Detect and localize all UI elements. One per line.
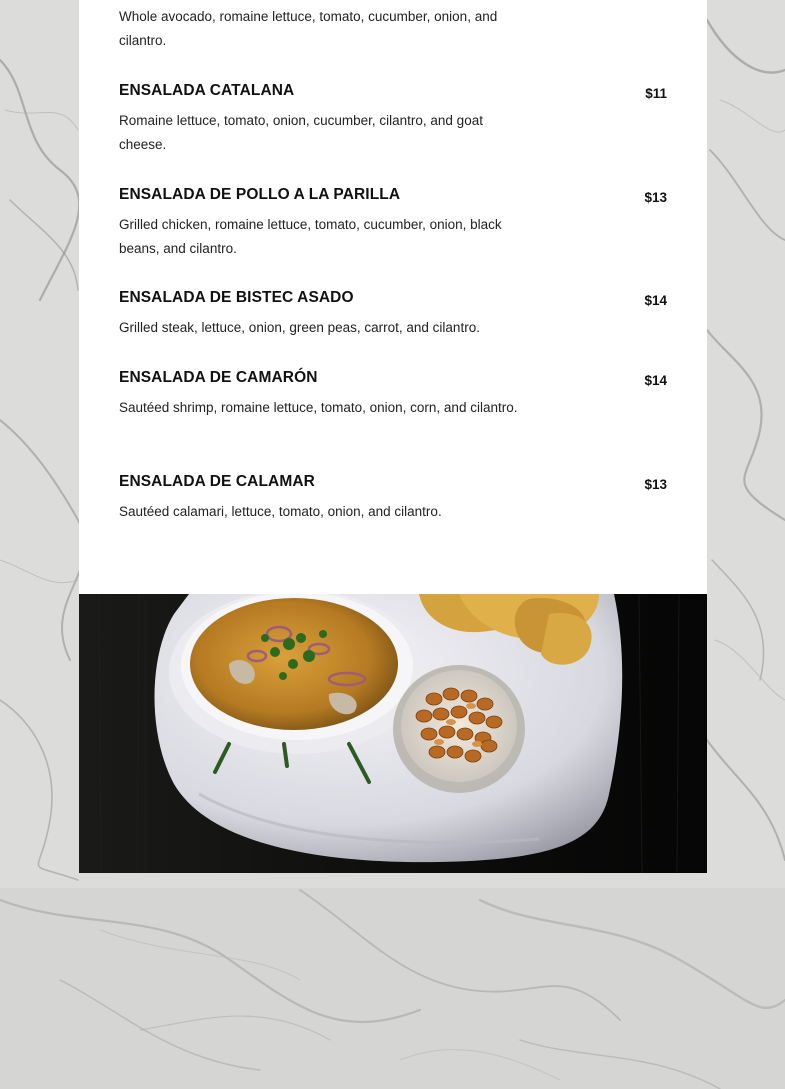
menu-card bbox=[79, 0, 707, 594]
marble-bottom-band bbox=[0, 888, 785, 1089]
item-description: Grilled steak, lettuce, onion, green peas, carrot, and cilantro. bbox=[119, 320, 480, 335]
item-name: ENSALADA CATALANA bbox=[119, 82, 295, 99]
item-name: ENSALADA DE BISTEC ASADO bbox=[119, 289, 354, 306]
item-description: Sautéed calamari, lettuce, tomato, onion, and cilantro. bbox=[119, 504, 442, 519]
food-photo-icon bbox=[79, 594, 707, 873]
item-description: Romaine lettuce, tomato, onion, cucumber, cilantro, and goat cheese. bbox=[119, 113, 483, 152]
item-name: ENSALADA DE CAMARÓN bbox=[119, 369, 318, 386]
food-photo bbox=[79, 594, 707, 873]
item-description: Grilled chicken, romaine lettuce, tomato, cucumber, onion, black beans, and cilantro. bbox=[119, 217, 502, 256]
item-price: $14 bbox=[644, 293, 667, 308]
item-price: $14 bbox=[644, 373, 667, 388]
item-name: ENSALADA DE POLLO A LA PARILLA bbox=[119, 186, 401, 203]
item-name: ENSALADA DE CALAMAR bbox=[119, 473, 315, 490]
item-description: Sautéed shrimp, romaine lettuce, tomato, onion, corn, and cilantro. bbox=[119, 400, 518, 415]
item-price: $13 bbox=[644, 190, 667, 205]
item-price: $13 bbox=[644, 477, 667, 492]
item-price: $11 bbox=[645, 86, 667, 101]
item-description: Whole avocado, romaine lettuce, tomato, cucumber, onion, and cilantro. bbox=[119, 9, 498, 48]
